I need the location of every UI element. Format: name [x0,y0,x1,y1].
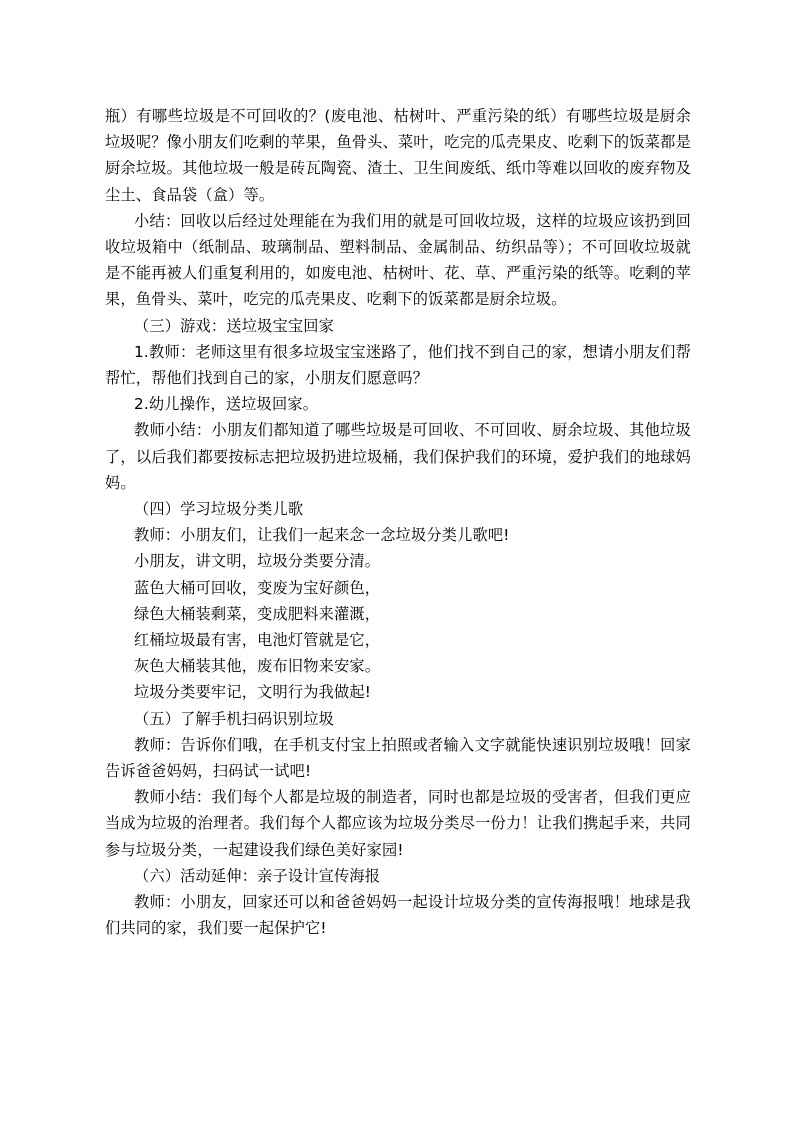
paragraph-operation: 2.幼儿操作，送垃圾回家。 [134,395,319,414]
section-heading-5: （五）了解手机扫码识别垃圾 [134,709,335,728]
section-heading-6: （六）活动延伸：亲子设计宣传海报 [134,866,381,885]
paragraph-teacher-2: 教师：小朋友们，让我们一起来念一念垃圾分类儿歌吧! [134,526,510,545]
paragraph-summary-1: 小结：回收以后经过处理能在为我们用的就是可回收垃圾，这样的垃圾应该扔到回收垃圾箱中（纸制品、玻璃制品、塑料制品、金属制品、纺织品等）；不可回收垃圾就是不能再被人们重复利用的，如废电池、枯树叶、花、草、严重污染的纸等。吃剩的苹果，鱼骨头、菜叶，吃完的瓜壳果皮、吃剩下的饭菜都是厨余垃圾。 [105,211,691,309]
paragraph-teacher-1: 1.教师：老师这里有很多垃圾宝宝迷路了，他们找不到自己的家，想请小朋友们帮帮忙，帮他们找到自己的家，小朋友们愿意吗？ [105,342,691,388]
paragraph-teacher-summary-2: 教师小结：我们每个人都是垃圾的制造者，同时也都是垃圾的受害者，但我们更应当成为垃圾的治理者。我们每个人都应该为垃圾分类尽一份力！让我们携起手来，共同参与垃圾分类，一起建设我们绿色美好家园! [105,788,691,859]
rhyme-line-6: 垃圾分类要牢记，文明行为我做起! [134,683,372,702]
rhyme-line-5: 灰色大桶装其他，废布旧物来安家。 [134,657,381,676]
paragraph-teacher-3: 教师：告诉你们哦，在手机支付宝上拍照或者输入文字就能快速识别垃圾哦！回家告诉爸爸妈妈，扫码试一试吧! [105,735,691,781]
paragraph-garbage-types: 瓶）有哪些垃圾是不可回收的？(废电池、枯树叶、严重污染的纸）有哪些垃圾是厨余垃圾呢？像小朋友们吃剩的苹果，鱼骨头、菜叶，吃完的瓜壳果皮、吃剩下的饭菜都是厨余垃圾。其他垃圾一般是砖瓦陶瓷、渣土、卫生间废纸、纸巾等难以回收的废弃物及尘土、食品袋（盒）等。 [105,107,691,204]
section-heading-4: （四）学习垃圾分类儿歌 [134,500,304,519]
paragraph-teacher-4: 教师：小朋友，回家还可以和爸爸妈妈一起设计垃圾分类的宣传海报哦！地球是我们共同的家，我们要一起保护它! [105,893,691,938]
rhyme-line-3: 绿色大桶装剩菜，变成肥料来灌溉， [134,604,381,623]
document-body [105,103,691,942]
paragraph-teacher-summary-1: 教师小结：小朋友们都知道了哪些垃圾是可回收、不可回收、厨余垃圾、其他垃圾了，以后我们都要按标志把垃圾扔进垃圾桶，我们保护我们的环境，爱护我们的地球妈妈。 [105,421,691,492]
rhyme-line-2: 蓝色大桶可回收，变废为宝好颜色， [134,578,381,597]
rhyme-line-4: 红桶垃圾最有害，电池灯管就是它， [134,631,381,650]
section-heading-3: （三）游戏：送垃圾宝宝回家 [134,316,335,335]
rhyme-line-1: 小朋友，讲文明，垃圾分类要分清。 [134,552,381,571]
